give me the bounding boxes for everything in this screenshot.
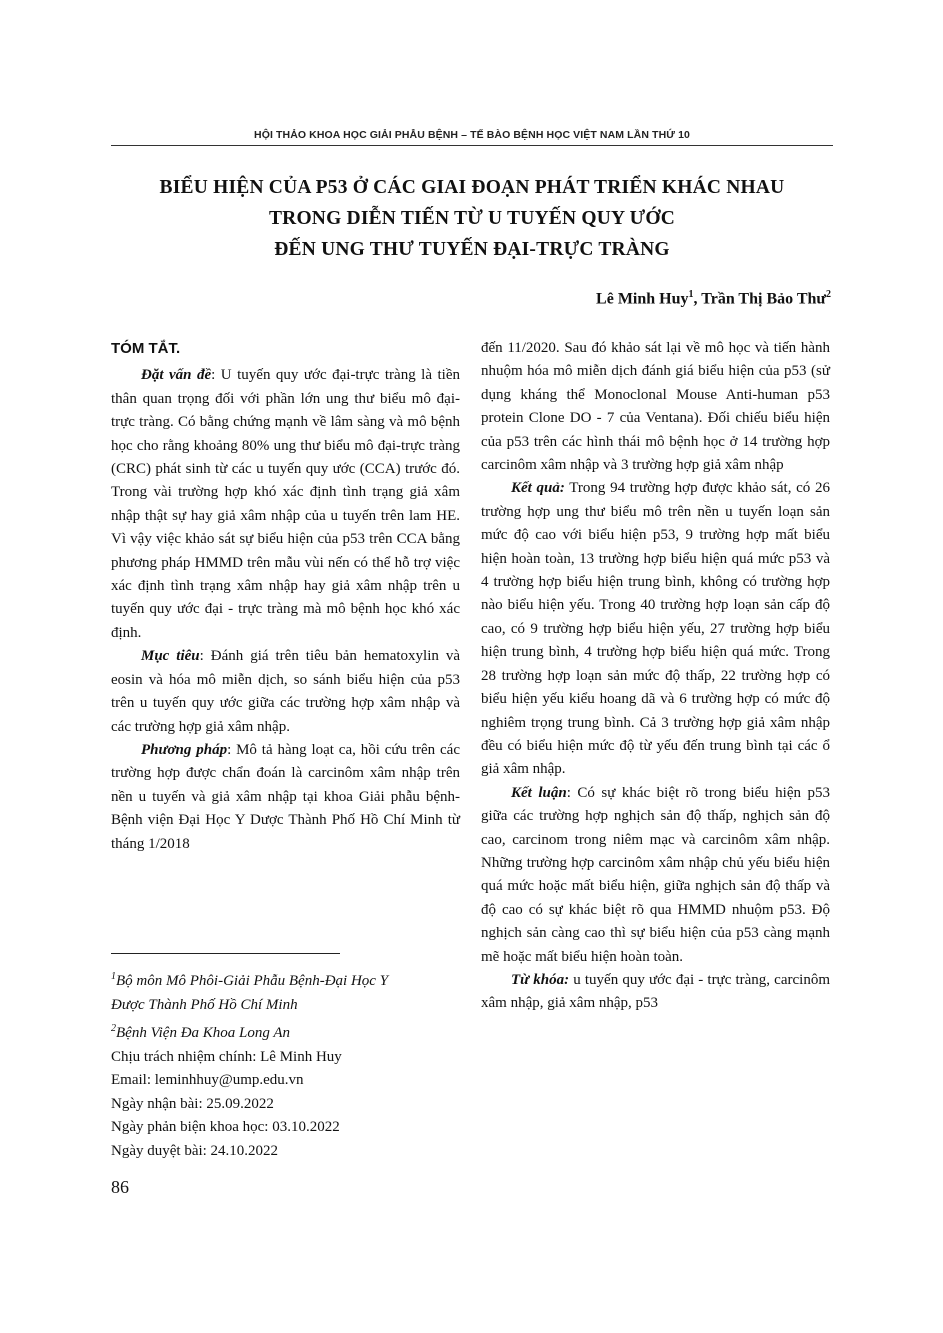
results-paragraph bbox=[481, 477, 830, 781]
footnote-1-line-1: Bộ môn Mô Phôi-Giải Phẫu Bệnh-Đại Học Y bbox=[116, 973, 389, 989]
author-2: Trần Thị Bảo Thư bbox=[701, 290, 826, 308]
keywords-label: Từ khóa: bbox=[511, 971, 570, 988]
right-column bbox=[481, 337, 830, 1016]
objective-text: : Đánh giá trên tiêu bản hematoxylin và eosin và hóa mô miễn dịch, so sánh biểu hiện của p53 trên u tuyến quy ước giữa các trường hợp xâm nhập và các trường hợp giả xâm nhập. bbox=[111, 648, 460, 735]
footnote-1-marker: 1 bbox=[111, 971, 116, 982]
background-label: Đặt vấn đề bbox=[141, 367, 212, 384]
title-line-1: BIỂU HIỆN CỦA P53 Ở CÁC GIAI ĐOẠN PHÁT TRIỂN KHÁC NHAU bbox=[159, 177, 785, 198]
footnote-2 bbox=[111, 1017, 461, 1046]
objective-paragraph bbox=[111, 645, 460, 739]
methods-paragraph bbox=[111, 739, 460, 856]
methods-label: Phương pháp bbox=[141, 741, 228, 758]
footnote-rule bbox=[111, 953, 340, 954]
footnote-2-text: Bệnh Viện Đa Khoa Long An bbox=[116, 1025, 291, 1041]
footnotes bbox=[111, 965, 461, 1163]
article-title bbox=[111, 172, 833, 265]
footnote-2-marker: 2 bbox=[111, 1023, 116, 1034]
background-paragraph bbox=[111, 364, 460, 645]
footnote-1 bbox=[111, 965, 461, 994]
keywords-paragraph bbox=[481, 969, 830, 1016]
conclusion-text: : Có sự khác biệt rõ trong biểu hiện p53 giữa các trường hợp nghịch sản độ thấp, nghịch sản độ cao, carcinom trong niêm mạc và carcinôm xâm nhập. Những trường hợp carcinôm xâm nhập chủ yếu biểu hiện quá mức hoặc mất biểu hiện, giữa nghịch sản độ thấp và độ cao có sự khác biệt rõ qua HMMD nhuộm p53. Độ nghịch sản càng cao thì sự biểu hiện của p53 càng mạnh mẽ hoặc mất biểu hiện hoàn toàn. bbox=[481, 784, 830, 965]
author-line bbox=[596, 289, 831, 308]
page-number: 86 bbox=[111, 1177, 129, 1197]
title-line-3: ĐẾN UNG THƯ TUYẾN ĐẠI-TRỰC TRÀNG bbox=[274, 239, 670, 260]
running-header: HỘI THẢO KHOA HỌC GIẢI PHẪU BỆNH – TẾ BÀO BỆNH HỌC VIỆT NAM LẦN THỨ 10 bbox=[254, 129, 690, 141]
author-2-affil: 2 bbox=[826, 289, 831, 300]
contact-email: Email: leminhhuy@ump.edu.vn bbox=[111, 1072, 304, 1088]
conclusion-label: Kết luận bbox=[511, 784, 567, 801]
author-1-affil: 1 bbox=[688, 289, 694, 300]
author-1: Lê Minh Huy bbox=[596, 290, 689, 308]
title-line-2: TRONG DIỄN TIẾN TỪ U TUYẾN QUY ƯỚC bbox=[268, 208, 676, 229]
date-received: Ngày nhận bài: 25.09.2022 bbox=[111, 1095, 274, 1112]
author-separator: , bbox=[693, 290, 702, 308]
results-text: Trong 94 trường hợp được khảo sát, có 26 trường hợp ung thư biểu mô trên nền u tuyến loạn sản mức độ cao với biểu hiện p53, 9 trường hợp mất biểu hiện hoàn toàn, 13 trường hợp biểu hiện quá mức p53 và 4 trường hợp biểu hiện trung bình, không có trường hợp nào biểu hiện yếu. Trong 40 trường hợp loạn sản cấp độ cao, có 9 trường hợp biểu hiện yếu, 27 trường hợp biểu hiện trung bình, 4 trường hợp biểu hiện quá mức. Trong 28 trường hợp loạn sản mức độ thấp, 22 trường hợp có biểu hiện yếu kiểu hoang dã và 6 trường hợp có mức độ nghiêm trọng trung bình. Cả 3 trường hợp giả xâm nhập đều có biểu hiện mức độ từ yếu đến trung bình tại các ổ giả xâm nhập. bbox=[481, 480, 830, 778]
left-column bbox=[111, 337, 460, 856]
objective-label: Mục tiêu bbox=[141, 648, 200, 665]
date-accepted: Ngày duyệt bài: 24.10.2022 bbox=[111, 1142, 279, 1159]
responsible-author: Chịu trách nhiệm chính: Lê Minh Huy bbox=[111, 1048, 342, 1065]
background-text: : U tuyến quy ước đại-trực tràng là tiền thân quan trọng đối với phần lớn ung thư biểu mô đại-trực tràng. Có bằng chứng mạnh về lâm sàng và mô bệnh học cho rằng khoảng 80% ung thư biểu mô đại-trực tràng (CRC) phát sinh từ các u tuyến quy ước (CCA) trước đó. Trong vài trường hợp khó xác định tình trạng giả xâm nhập thật sự hay giả xâm nhập của u tuyến trên lam HE. Vì vậy việc khảo sát sự biểu hiện của p53 trên CCA bằng phương pháp HMMD trên mẫu vùi nến có thể hỗ trợ việc xác định tình trạng xâm nhập hay giả xâm nhập trên u tuyến quy ước đại - trực tràng mà mô bệnh học khó xác định. bbox=[111, 367, 460, 641]
footnote-1-cont: Được Thành Phố Hồ Chí Minh bbox=[111, 996, 298, 1013]
methods-continued: đến 11/2020. Sau đó khảo sát lại về mô học và tiến hành nhuộm hóa mô miễn dịch đánh giá biểu hiện của p53 (sử dụng kháng thể Monoclonal Mouse Anti-human p53 protein Clone DO - 7 của Ventana). Đối chiếu biểu hiện của p53 trên các hình thái mô bệnh học ở 14 trường hợp carcinôm xâm nhập và 3 trường hợp giả xâm nhập bbox=[481, 340, 830, 474]
methods-text: : Mô tả hàng loạt ca, hồi cứu trên các trường hợp được chẩn đoán là carcinôm xâm nhập trên nền u tuyến và giả xâm nhập tại khoa Giải phẫu bệnh- Bệnh viện Đại Học Y Dược Thành Phố Hồ Chí Minh từ tháng 1/2018 bbox=[111, 741, 460, 852]
results-label: Kết quả: bbox=[511, 480, 565, 497]
keywords-text: u tuyến quy ước đại - trực tràng, carcinôm xâm nhập, giả xâm nhập, p53 bbox=[481, 971, 830, 1012]
date-reviewed: Ngày phản biện khoa học: 03.10.2022 bbox=[111, 1119, 340, 1135]
conclusion-paragraph bbox=[481, 782, 830, 969]
abstract-heading: TÓM TẮT. bbox=[111, 340, 181, 357]
header-rule bbox=[111, 145, 833, 146]
